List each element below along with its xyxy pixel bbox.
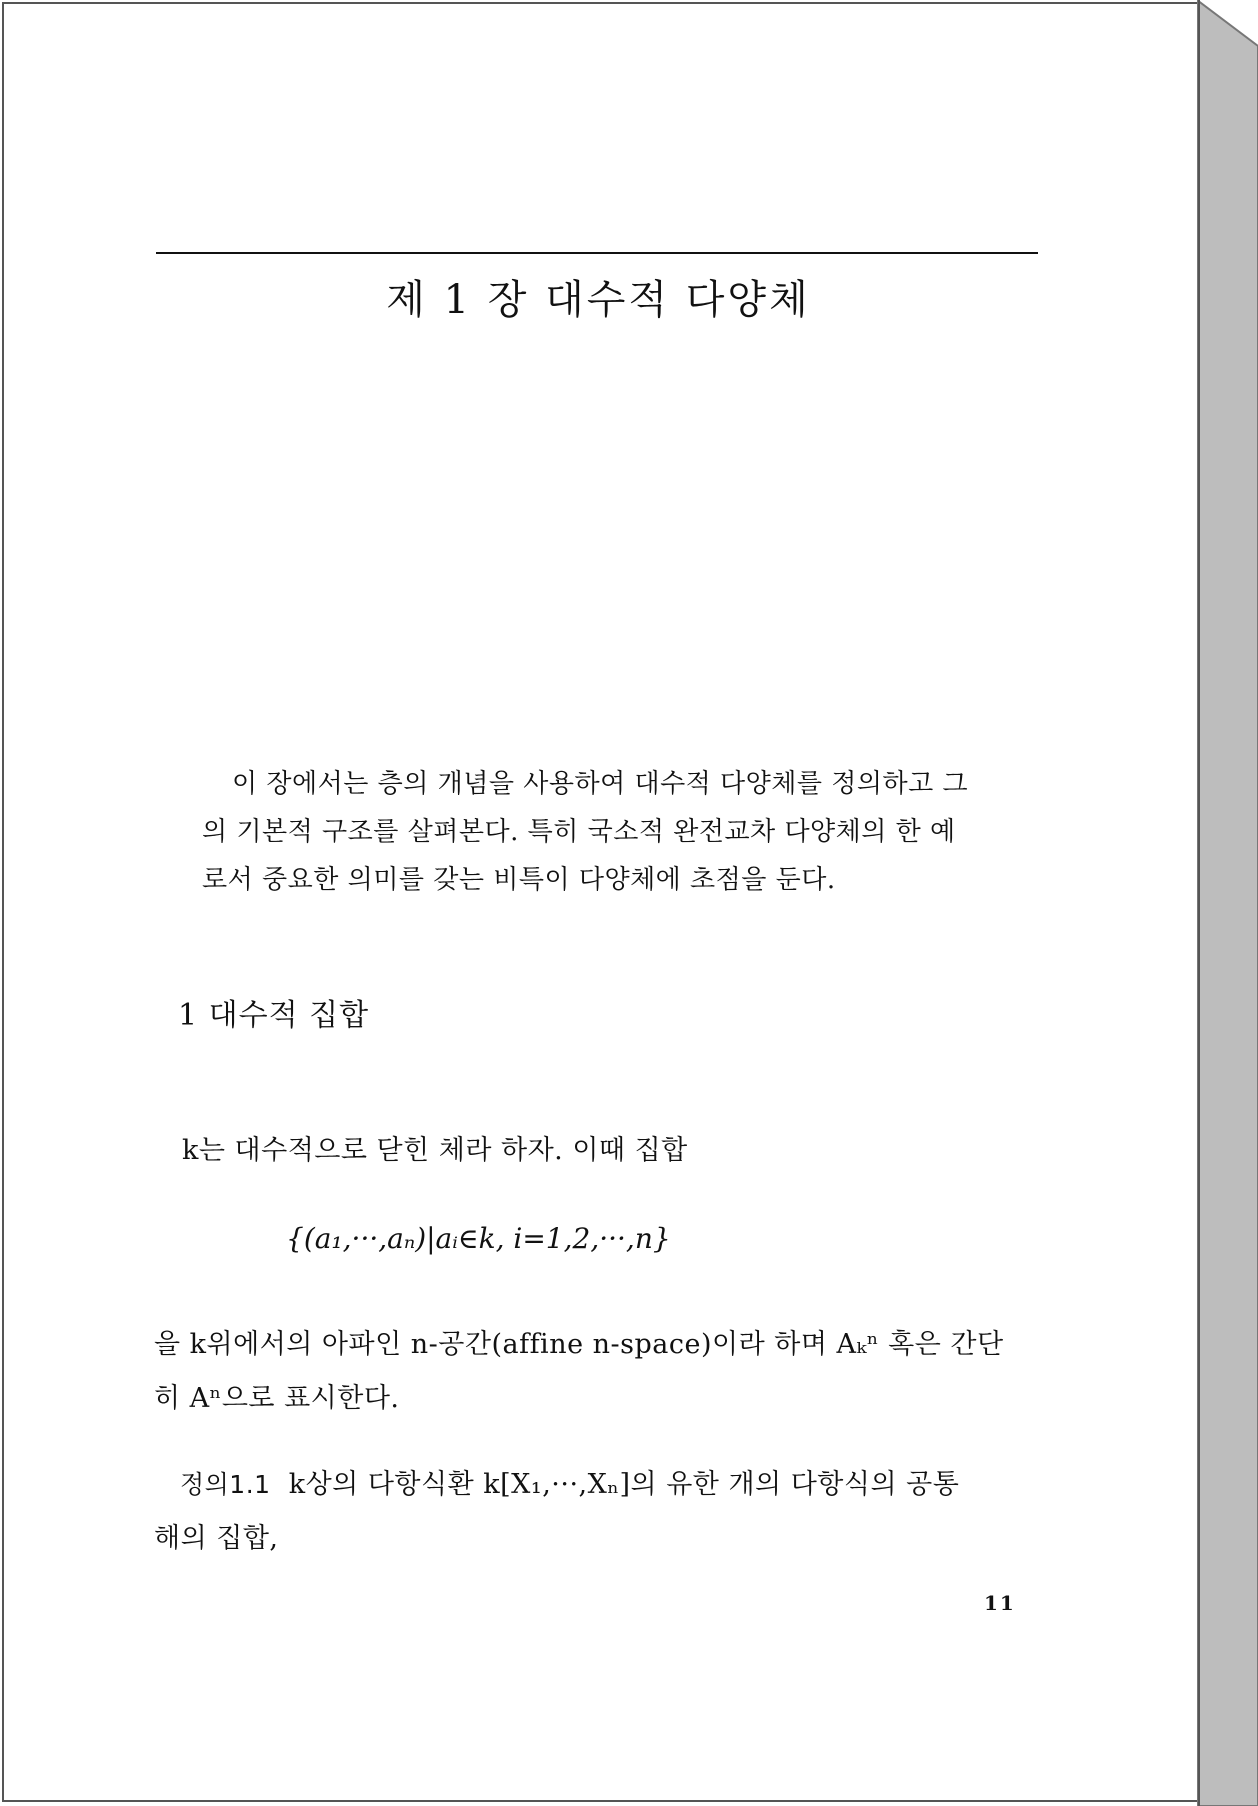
book-page-edge: [1197, 0, 1258, 1806]
definition-label: 정의1.1: [180, 1470, 271, 1499]
definition-block: [154, 1458, 1036, 1566]
page-number: 11: [984, 1591, 1016, 1615]
intro-line: 로서 중요한 의미를 갖는 비특이 다양체에 초점을 둔다.: [202, 865, 836, 895]
body-paragraph: k는 대수적으로 닫힌 체라 하자. 이때 집합: [182, 1135, 688, 1166]
intro-line: 이 장에서는 층의 개념을 사용하여 대수적 다양체를 정의하고 그: [232, 769, 969, 799]
definition-text: k상의 다항식환 k[X₁,···,Xₙ]의 유한 개의 다항식의 공통: [288, 1469, 960, 1500]
intro-line: 의 기본적 구조를 살펴본다. 특히 국소적 완전교차 다양체의 한 예: [202, 817, 956, 847]
chapter-intro: [202, 760, 992, 904]
chapter-title: 제 1 장 대수적 다양체: [386, 277, 811, 323]
math-formula: {(a₁,···,aₙ)|aᵢ∈k, i=1,2,···,n}: [286, 1222, 671, 1255]
paragraph-line: 을 k위에서의 아파인 n-공간(affine n-space)이라 하며 Aₖⁿ 혹은 간단: [154, 1329, 1004, 1360]
section-heading: 1 대수적 집합: [178, 998, 370, 1033]
paragraph-line: 히 Aⁿ으로 표시한다.: [154, 1383, 400, 1414]
definition-line: [154, 1458, 1036, 1512]
body-paragraph: [154, 1318, 1036, 1426]
chapter-title-rule: [156, 252, 1038, 254]
definition-line: 해의 집합,: [154, 1523, 279, 1554]
